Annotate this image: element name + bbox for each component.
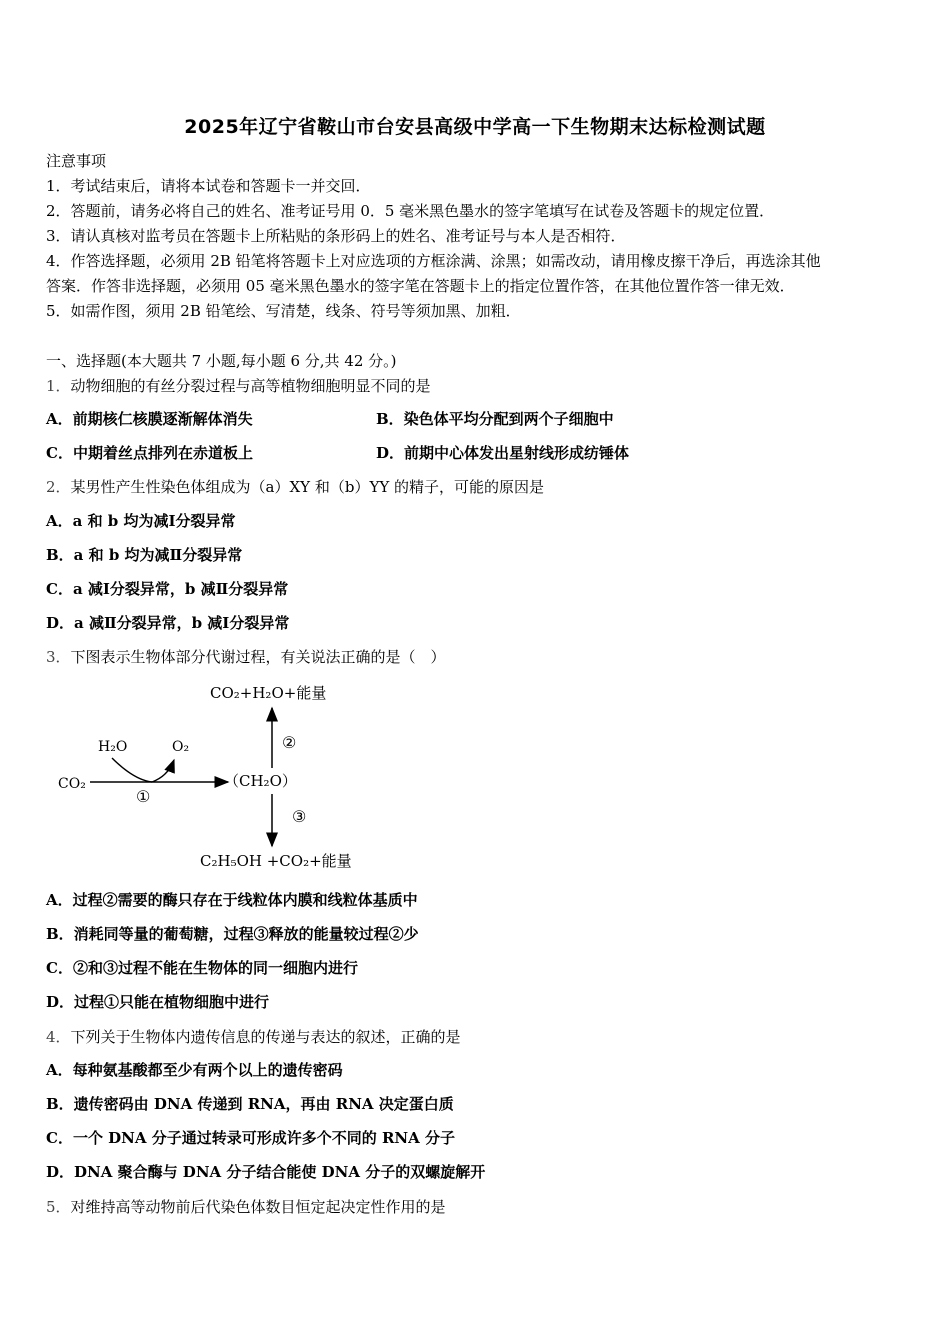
question-5 bbox=[46, 1197, 446, 1217]
question-stem: 某男性产生性染色体组成为（a）XY 和（b）YY 的精子，可能的原因是 bbox=[70, 478, 545, 496]
notice-item: 2．答题前，请务必将自己的姓名、准考证号用 0．5 毫米黑色墨水的签字笔填写在试卷及答题卡的规定位置． bbox=[46, 202, 775, 220]
notice-item: 1．考试结束后，请将本试卷和答题卡一并交回． bbox=[46, 177, 371, 195]
option-c: C．一个 DNA 分子通过转录可形成许多个不同的 RNA 分子 bbox=[46, 1129, 456, 1147]
notice-item: 3．请认真核对监考员在答题卡上所粘贴的条形码上的姓名、准考证号与本人是否相符． bbox=[46, 227, 626, 245]
question-number: 5． bbox=[46, 1198, 71, 1216]
section-heading: 一、选择题(本大题共 7 小题,每小题 6 分,共 42 分。) bbox=[46, 352, 397, 370]
option-d: D．过程①只能在植物细胞中进行 bbox=[46, 993, 270, 1011]
option-d: D．DNA 聚合酶与 DNA 分子结合能使 DNA 分子的双螺旋解开 bbox=[46, 1163, 486, 1181]
option-b: B．染色体平均分配到两个子细胞中 bbox=[376, 410, 614, 428]
option-c: C．②和③过程不能在生物体的同一细胞内进行 bbox=[46, 959, 358, 977]
diagram-center-label: （CH₂O） bbox=[224, 772, 297, 790]
diagram-step-3: ③ bbox=[292, 807, 307, 826]
option-a: A．每种氨基酸都至少有两个以上的遗传密码 bbox=[46, 1061, 343, 1079]
option-a: A．a 和 b 均为减Ⅰ分裂异常 bbox=[46, 512, 236, 530]
option-b: B．遗传密码由 DNA 传递到 RNA，再由 RNA 决定蛋白质 bbox=[46, 1095, 454, 1113]
option-a: A．过程②需要的酶只存在于线粒体内膜和线粒体基质中 bbox=[46, 891, 418, 909]
option-c: C．a 减Ⅰ分裂异常，b 减Ⅱ分裂异常 bbox=[46, 580, 289, 598]
diagram-co2-label: CO₂ bbox=[58, 776, 86, 792]
question-number: 4． bbox=[46, 1028, 71, 1046]
question-number: 3． bbox=[46, 648, 71, 666]
diagram-top-label: CO₂+H₂O+能量 bbox=[210, 684, 327, 702]
diagram-step-1: ① bbox=[136, 787, 151, 806]
option-a: A．前期核仁核膜逐渐解体消失 bbox=[46, 410, 253, 428]
question-stem: 下列关于生物体内遗传信息的传递与表达的叙述，正确的是 bbox=[70, 1028, 461, 1046]
option-d: D．a 减Ⅱ分裂异常，b 减Ⅰ分裂异常 bbox=[46, 614, 290, 632]
page-title: 2025年辽宁省鞍山市台安县高级中学高一下生物期末达标检测试题 bbox=[184, 116, 766, 138]
question-stem: 下图表示生物体部分代谢过程，有关说法正确的是（ ） bbox=[70, 648, 446, 666]
diagram-step-2: ② bbox=[282, 733, 297, 752]
notice-item: 5．如需作图，须用 2B 铅笔绘、写清楚，线条、符号等须加黑、加粗． bbox=[46, 302, 521, 320]
question-1 bbox=[46, 376, 431, 396]
option-d: D．前期中心体发出星射线形成纺锤体 bbox=[376, 444, 630, 462]
option-b: B．消耗同等量的葡萄糖，过程③释放的能量较过程②少 bbox=[46, 925, 419, 943]
question-3 bbox=[46, 647, 446, 667]
option-b: B．a 和 b 均为减Ⅱ分裂异常 bbox=[46, 546, 243, 564]
question-number: 2． bbox=[46, 478, 71, 496]
question-stem: 对维持高等动物前后代染色体数目恒定起决定性作用的是 bbox=[70, 1198, 446, 1216]
diagram-o2-label: O₂ bbox=[172, 739, 190, 755]
question-stem: 动物细胞的有丝分裂过程与高等植物细胞明显不同的是 bbox=[70, 377, 431, 395]
arrow-h2o-in bbox=[112, 758, 152, 782]
question-4 bbox=[46, 1027, 461, 1047]
diagram-bottom-label: C₂H₅OH +CO₂+能量 bbox=[200, 852, 352, 870]
diagram-h2o-label: H₂O bbox=[98, 739, 128, 755]
question-number: 1． bbox=[46, 377, 71, 395]
question-2 bbox=[46, 477, 544, 497]
option-c: C．中期着丝点排列在赤道板上 bbox=[46, 444, 253, 462]
metabolism-diagram bbox=[50, 676, 380, 876]
notice-heading: 注意事项 bbox=[46, 152, 107, 170]
notice-item: 答案．作答非选择题，必须用 05 毫米黑色墨水的签字笔在答题卡上的指定位置作答，在其他位置作答一律无效． bbox=[46, 277, 795, 295]
notice-item: 4．作答选择题，必须用 2B 铅笔将答题卡上对应选项的方框涂满、涂黑；如需改动，请用橡皮擦干净后，再选涂其他 bbox=[46, 252, 821, 270]
arrow-o2-out bbox=[152, 760, 174, 782]
